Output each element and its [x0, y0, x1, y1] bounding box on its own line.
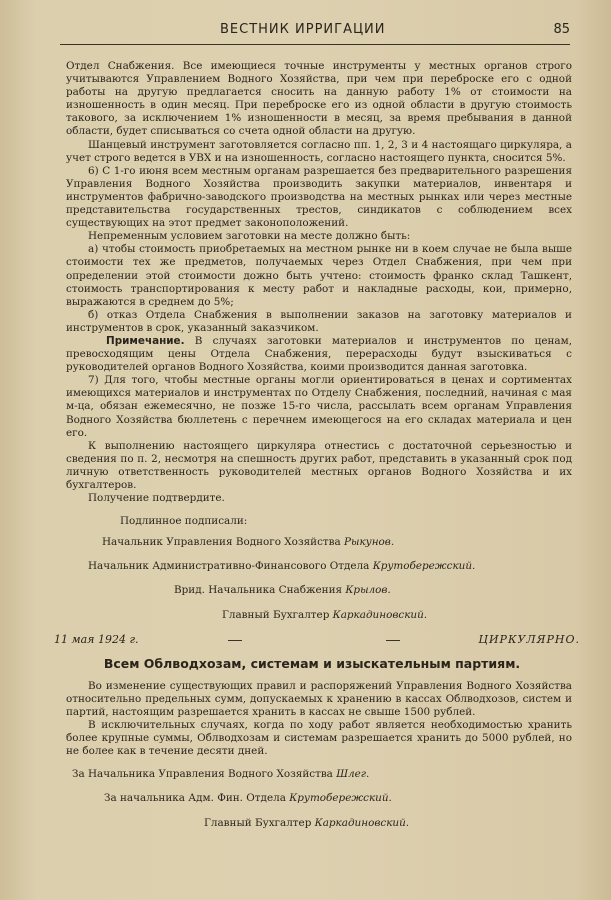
divider-dash [386, 640, 400, 641]
page-number: 85 [553, 22, 570, 37]
signature-title: Главный Бухгалтер [222, 608, 330, 621]
signature-title: Начальник Управления Водного Хозяйства [102, 536, 341, 549]
signature-title: Врид. Начальника Снабжения [174, 584, 343, 597]
signature-title: За начальника Адм. Фин. Отдела [104, 792, 286, 805]
signature-line [72, 768, 572, 781]
running-header [60, 22, 570, 45]
signature-name: Каркадиновский. [332, 608, 428, 621]
signature-name: Шлег. [336, 768, 370, 781]
circular-signature-block [66, 768, 572, 829]
signature-line [222, 609, 572, 622]
signature-name: Крылов. [345, 584, 391, 597]
signature-block [66, 515, 572, 621]
circular-headline: Всем Облводхозам, системам и изыскательным партиям. [103, 655, 521, 671]
circular-type: ЦИРКУЛЯРНО. [478, 632, 580, 646]
note-label: Примечание. [106, 334, 185, 347]
signature-name: Крутобережский. [372, 560, 476, 573]
signature-name: Крутобережский. [289, 792, 392, 805]
paragraph-supply-department: Отдел Снабжения. Все имеющиеся точные инструменты у местных органов строго учитываются Управлением Водного Хозяйства, при чем при переброске его с одной работы на другую предлагается сносить на данную работу 1% от стоимости на изношенность в один месяц. При переброске его из одной области в другую стоимость такового, за исключением 1% изношенности в месяц, за время пребывания в данной области, будет списываться со счета одной области на другую. [66, 60, 572, 138]
signature-line [102, 536, 572, 549]
signature-title: За Начальника Управления Водного Хозяйства [72, 768, 333, 781]
note-text: В случаях заготовки материалов и инструментов по ценам, превосходящим цены Отдела Снабжения, перерасходы будут взыскиваться с руководителей органов Водного Хозяйства, коими производится данная заготовка. [66, 334, 572, 374]
article-body [54, 60, 580, 841]
note-paragraph [66, 335, 572, 374]
journal-title: ВЕСТНИК ИРРИГАЦИИ [220, 22, 386, 37]
paragraph-item-b: б) отказ Отдела Снабжения в выполнении заказов на заготовку материалов и инструментов в срок, указанный заказчиком. [66, 308, 572, 334]
signature-line [204, 817, 572, 830]
signature-title: Начальник Административно-Финансового Отдела [88, 560, 370, 573]
paragraph-item-a: а) чтобы стоимость приобретаемых на местном рынке ни в коем случае не была выше стоимости тех же предметов, получаемых через Отдел Снабжения, при чем при определении этой стоимости дожно быть учтено: стоимость франко склад Ташкент, стоимость транспортирования к месту работ и накладные расходы, кои, примерно, выражаются в среднем до 5%; [66, 243, 572, 308]
signature-name: Рыкунов. [344, 536, 395, 549]
signature-heading: Подлинное подписали: [120, 515, 248, 528]
paragraph-entrenching-tools: Шанцевый инструмент заготовляется согласно пп. 1, 2, 3 и 4 настоящаго циркуляра, а учет строго ведется в УВХ и на изношенность, согласно настоящего пункта, сносится 5%. [66, 138, 572, 164]
circular-dateline [54, 632, 580, 653]
signature-name: Каркадиновский. [314, 816, 410, 829]
signature-line [88, 560, 572, 573]
divider-dash [228, 640, 242, 641]
signature-line [174, 584, 572, 597]
paragraph-execution: К выполнению настоящего циркуляра отнестись с достаточной серьезностью и сведения по п. 2, несмотря на спешность других работ, представить в указанный срок под личную ответственность руководителей местных органов Водного Хозяйства и их бухгалтеров. [66, 439, 572, 491]
signature-line [104, 792, 572, 805]
circular-paragraph-limits: Во изменение существующих правил и распоряжений Управления Водного Хозяйства относительно предельных сумм, допускаемых к хранению в кассах Облводхозов, систем и партий, настоящим разрешается хранить в кассах не свыше 1500 рублей. [66, 679, 572, 718]
signature-title: Главный Бухгалтер [204, 816, 312, 829]
circular-date: 11 мая 1924 г. [54, 632, 139, 646]
circular-paragraph-exceptions: В исключительных случаях, когда по ходу работ является необходимостью хранить более крупные суммы, Облводхозам и системам разрешается хранить до 5000 рублей, но не более как в течение десяти дней. [66, 719, 572, 758]
paragraph-confirm: Получение подтвердите. [88, 492, 225, 505]
paragraph-item-6: 6) С 1-го июня всем местным органам разрешается без предварительного разрешения Управления Водного Хозяйства производить закупки материалов, инвентаря и инструментов фабрично-заводского производства на местных рынках или через местные представительства государственных трестов, синдикатов с соблюдением всех существующих на этот предмет законоположений. [66, 164, 572, 230]
paragraph-item-7: 7) Для того, чтобы местные органы могли ориентироваться в ценах и сортиментах имеющихся материалов и инструментах по Отделу Снабжения, последний, начиная с мая м-ца, обязан ежемесячно, не позже 15-го числа, рассылать всем органам Управления Водного Хозяйства бюллетень с перечнем имеющегося на его складах материала и цен его. [66, 374, 572, 439]
paragraph-condition: Непременным условием заготовки на месте должно быть: [88, 230, 411, 243]
